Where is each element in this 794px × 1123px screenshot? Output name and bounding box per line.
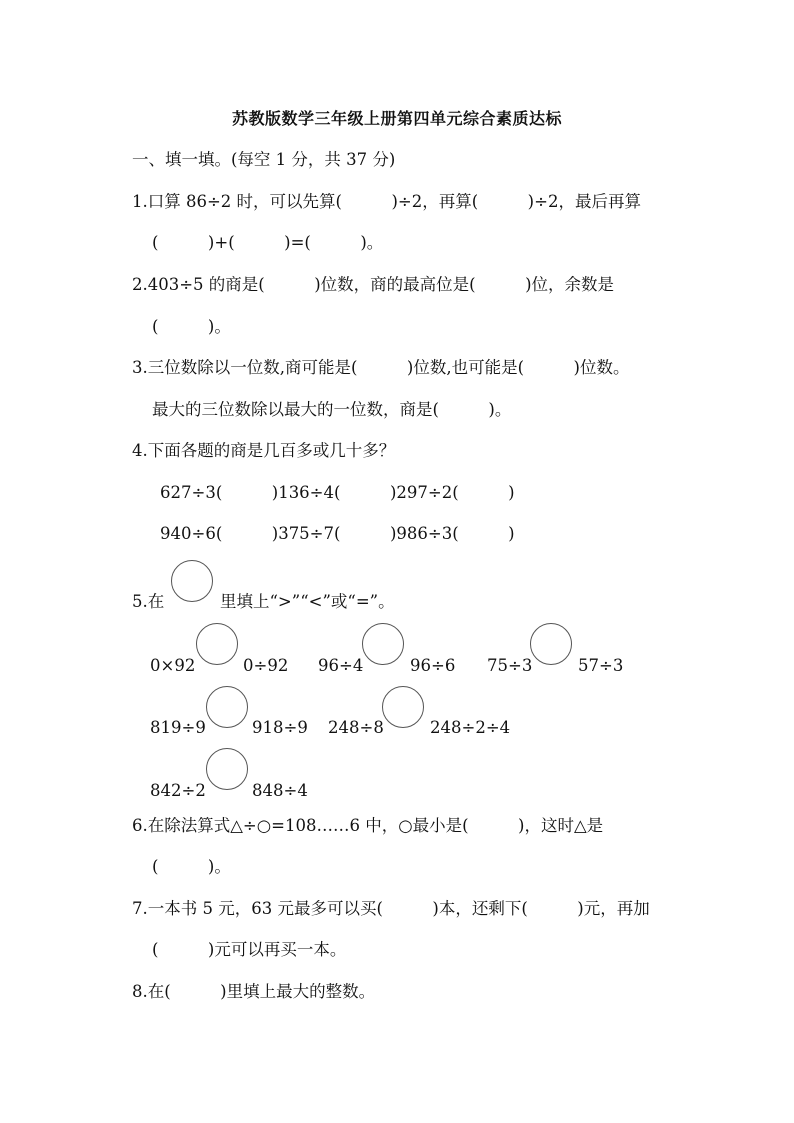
question-1-line-1: 1.口算 86÷2 时，可以先算( )÷2，再算( )÷2，最后再算 (132, 192, 641, 211)
compare-right: 248÷2÷4 (430, 718, 511, 737)
question-2-line-2: ( )。 (152, 317, 231, 336)
compare-right: 848÷4 (252, 781, 308, 800)
compare-left: 248÷8 (328, 718, 384, 737)
question-2-line-1: 2.403÷5 的商是( )位数，商的最高位是( )位，余数是 (132, 275, 615, 294)
question-3-line-2: 最大的三位数除以最大的一位数，商是( )。 (152, 400, 512, 419)
compare-right: 57÷3 (578, 656, 624, 675)
question-4-text: 4.下面各题的商是几百多或几十多？ (132, 441, 396, 460)
compare-left: 819÷9 (150, 718, 206, 737)
compare-circle[interactable] (362, 623, 404, 665)
question-4-row-2: 940÷6( )375÷7( )986÷3( ) (160, 524, 515, 543)
question-6-line-2: ( )。 (152, 857, 231, 876)
compare-circle[interactable] (206, 686, 248, 728)
question-5-suffix: 里填上“>”“<”或“=”。 (220, 592, 395, 611)
question-4-row-1: 627÷3( )136÷4( )297÷2( ) (160, 483, 515, 502)
compare-right: 0÷92 (243, 656, 289, 675)
compare-left: 0×92 (150, 656, 196, 675)
compare-left: 842÷2 (150, 781, 206, 800)
compare-circle[interactable] (196, 623, 238, 665)
compare-right: 96÷6 (410, 656, 456, 675)
question-3-line-1: 3.三位数除以一位数,商可能是( )位数,也可能是( )位数。 (132, 358, 630, 377)
question-1-line-2: ( )+( )=( )。 (152, 233, 384, 252)
question-5-prefix: 5.在 (132, 592, 165, 611)
question-8-text: 8.在( )里填上最大的整数。 (132, 982, 376, 1001)
page-title: 苏教版数学三年级上册第四单元综合素质达标 (231, 109, 562, 128)
compare-right: 918÷9 (252, 718, 308, 737)
question-7-line-2: ( )元可以再买一本。 (152, 940, 347, 959)
compare-left: 96÷4 (318, 656, 364, 675)
compare-left: 75÷3 (487, 656, 533, 675)
compare-circle[interactable] (206, 748, 248, 790)
compare-circle-example (171, 560, 213, 602)
question-6-line-1: 6.在除法算式△÷○=108……6 中，○最小是( )，这时△是 (132, 816, 604, 835)
compare-circle[interactable] (530, 623, 572, 665)
compare-circle[interactable] (382, 686, 424, 728)
section-heading: 一、填一填。(每空 1 分，共 37 分) (132, 150, 396, 169)
question-7-line-1: 7.一本书 5 元，63 元最多可以买( )本，还剩下( )元，再加 (132, 899, 650, 918)
